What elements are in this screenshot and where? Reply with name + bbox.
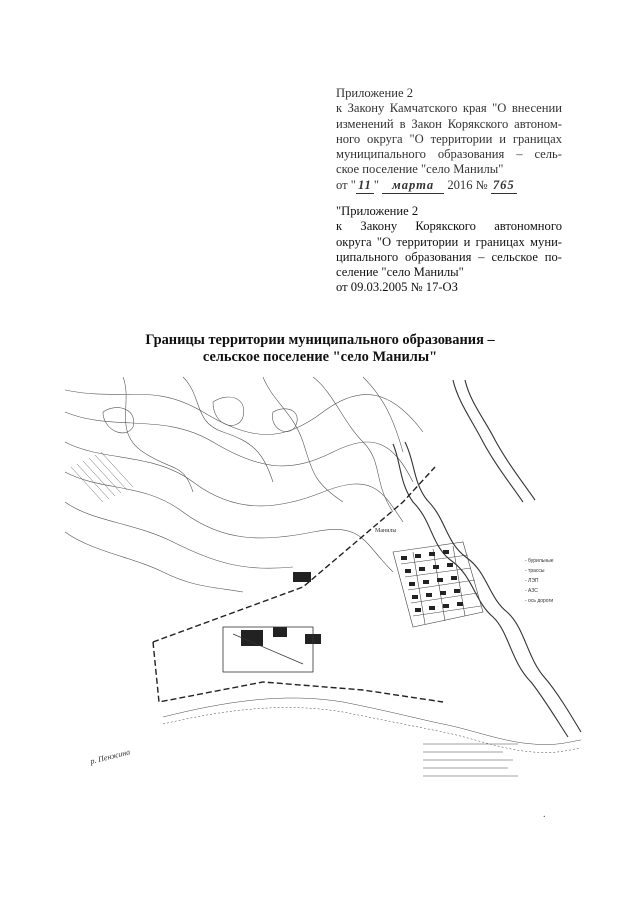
map-legend — [525, 558, 554, 604]
appendix-line: к Закону Камчатского края "О внесении — [336, 101, 562, 116]
legend-item: - АЗС — [525, 588, 538, 594]
appendix-line: муниципального образования – сель- — [336, 147, 562, 162]
handwritten-number: 765 — [491, 178, 517, 194]
territory-boundary-map — [63, 372, 583, 792]
village-label: Манилы — [375, 528, 397, 534]
page-mark: . — [543, 809, 546, 820]
appendix-line: ципального образования – сельское по- — [336, 249, 562, 264]
appendix-line: ское поселение "село Манилы" — [336, 162, 504, 177]
amendment-appendix-block — [336, 86, 562, 194]
handwritten-day: 11 — [356, 178, 374, 194]
legend-item: - трассы — [525, 568, 545, 574]
coastline — [163, 698, 581, 753]
legend-item: - ось дороги — [525, 598, 554, 604]
legend-item: - ЛЭП — [525, 578, 539, 584]
hatched-area — [71, 452, 133, 502]
appendix-heading: "Приложение 2 — [336, 204, 419, 218]
appendix-date-line — [336, 178, 562, 194]
appendix-heading: Приложение 2 — [336, 86, 414, 100]
appendix-line: округа "О территории и границах муни- — [336, 234, 562, 249]
river-label: р. Пенжина — [89, 747, 131, 766]
airfield — [223, 627, 313, 672]
map-footer-notes — [423, 744, 518, 776]
appendix-line: изменений в Закон Корякского автоном- — [336, 116, 562, 131]
appendix-line: ного округа "О территории и границах — [336, 131, 562, 146]
village-streets — [393, 542, 483, 627]
appendix-line: от 09.03.2005 № 17-ОЗ — [336, 280, 458, 295]
document-title-line-2: сельское поселение "село Манилы" — [202, 349, 438, 365]
appendix-line: селение "село Манилы" — [336, 265, 464, 280]
appendix-line: к Закону Корякского автономного — [336, 219, 562, 234]
handwritten-month: марта — [382, 178, 444, 194]
date-quote: " — [373, 177, 379, 192]
contour-lines — [65, 377, 423, 592]
date-prefix: от " — [336, 177, 356, 192]
document-title-line-1: Границы территории муниципального образования – — [145, 332, 495, 348]
original-appendix-block — [336, 204, 562, 296]
date-year: 2016 № — [447, 177, 488, 192]
legend-item: - бурильные — [525, 558, 554, 564]
